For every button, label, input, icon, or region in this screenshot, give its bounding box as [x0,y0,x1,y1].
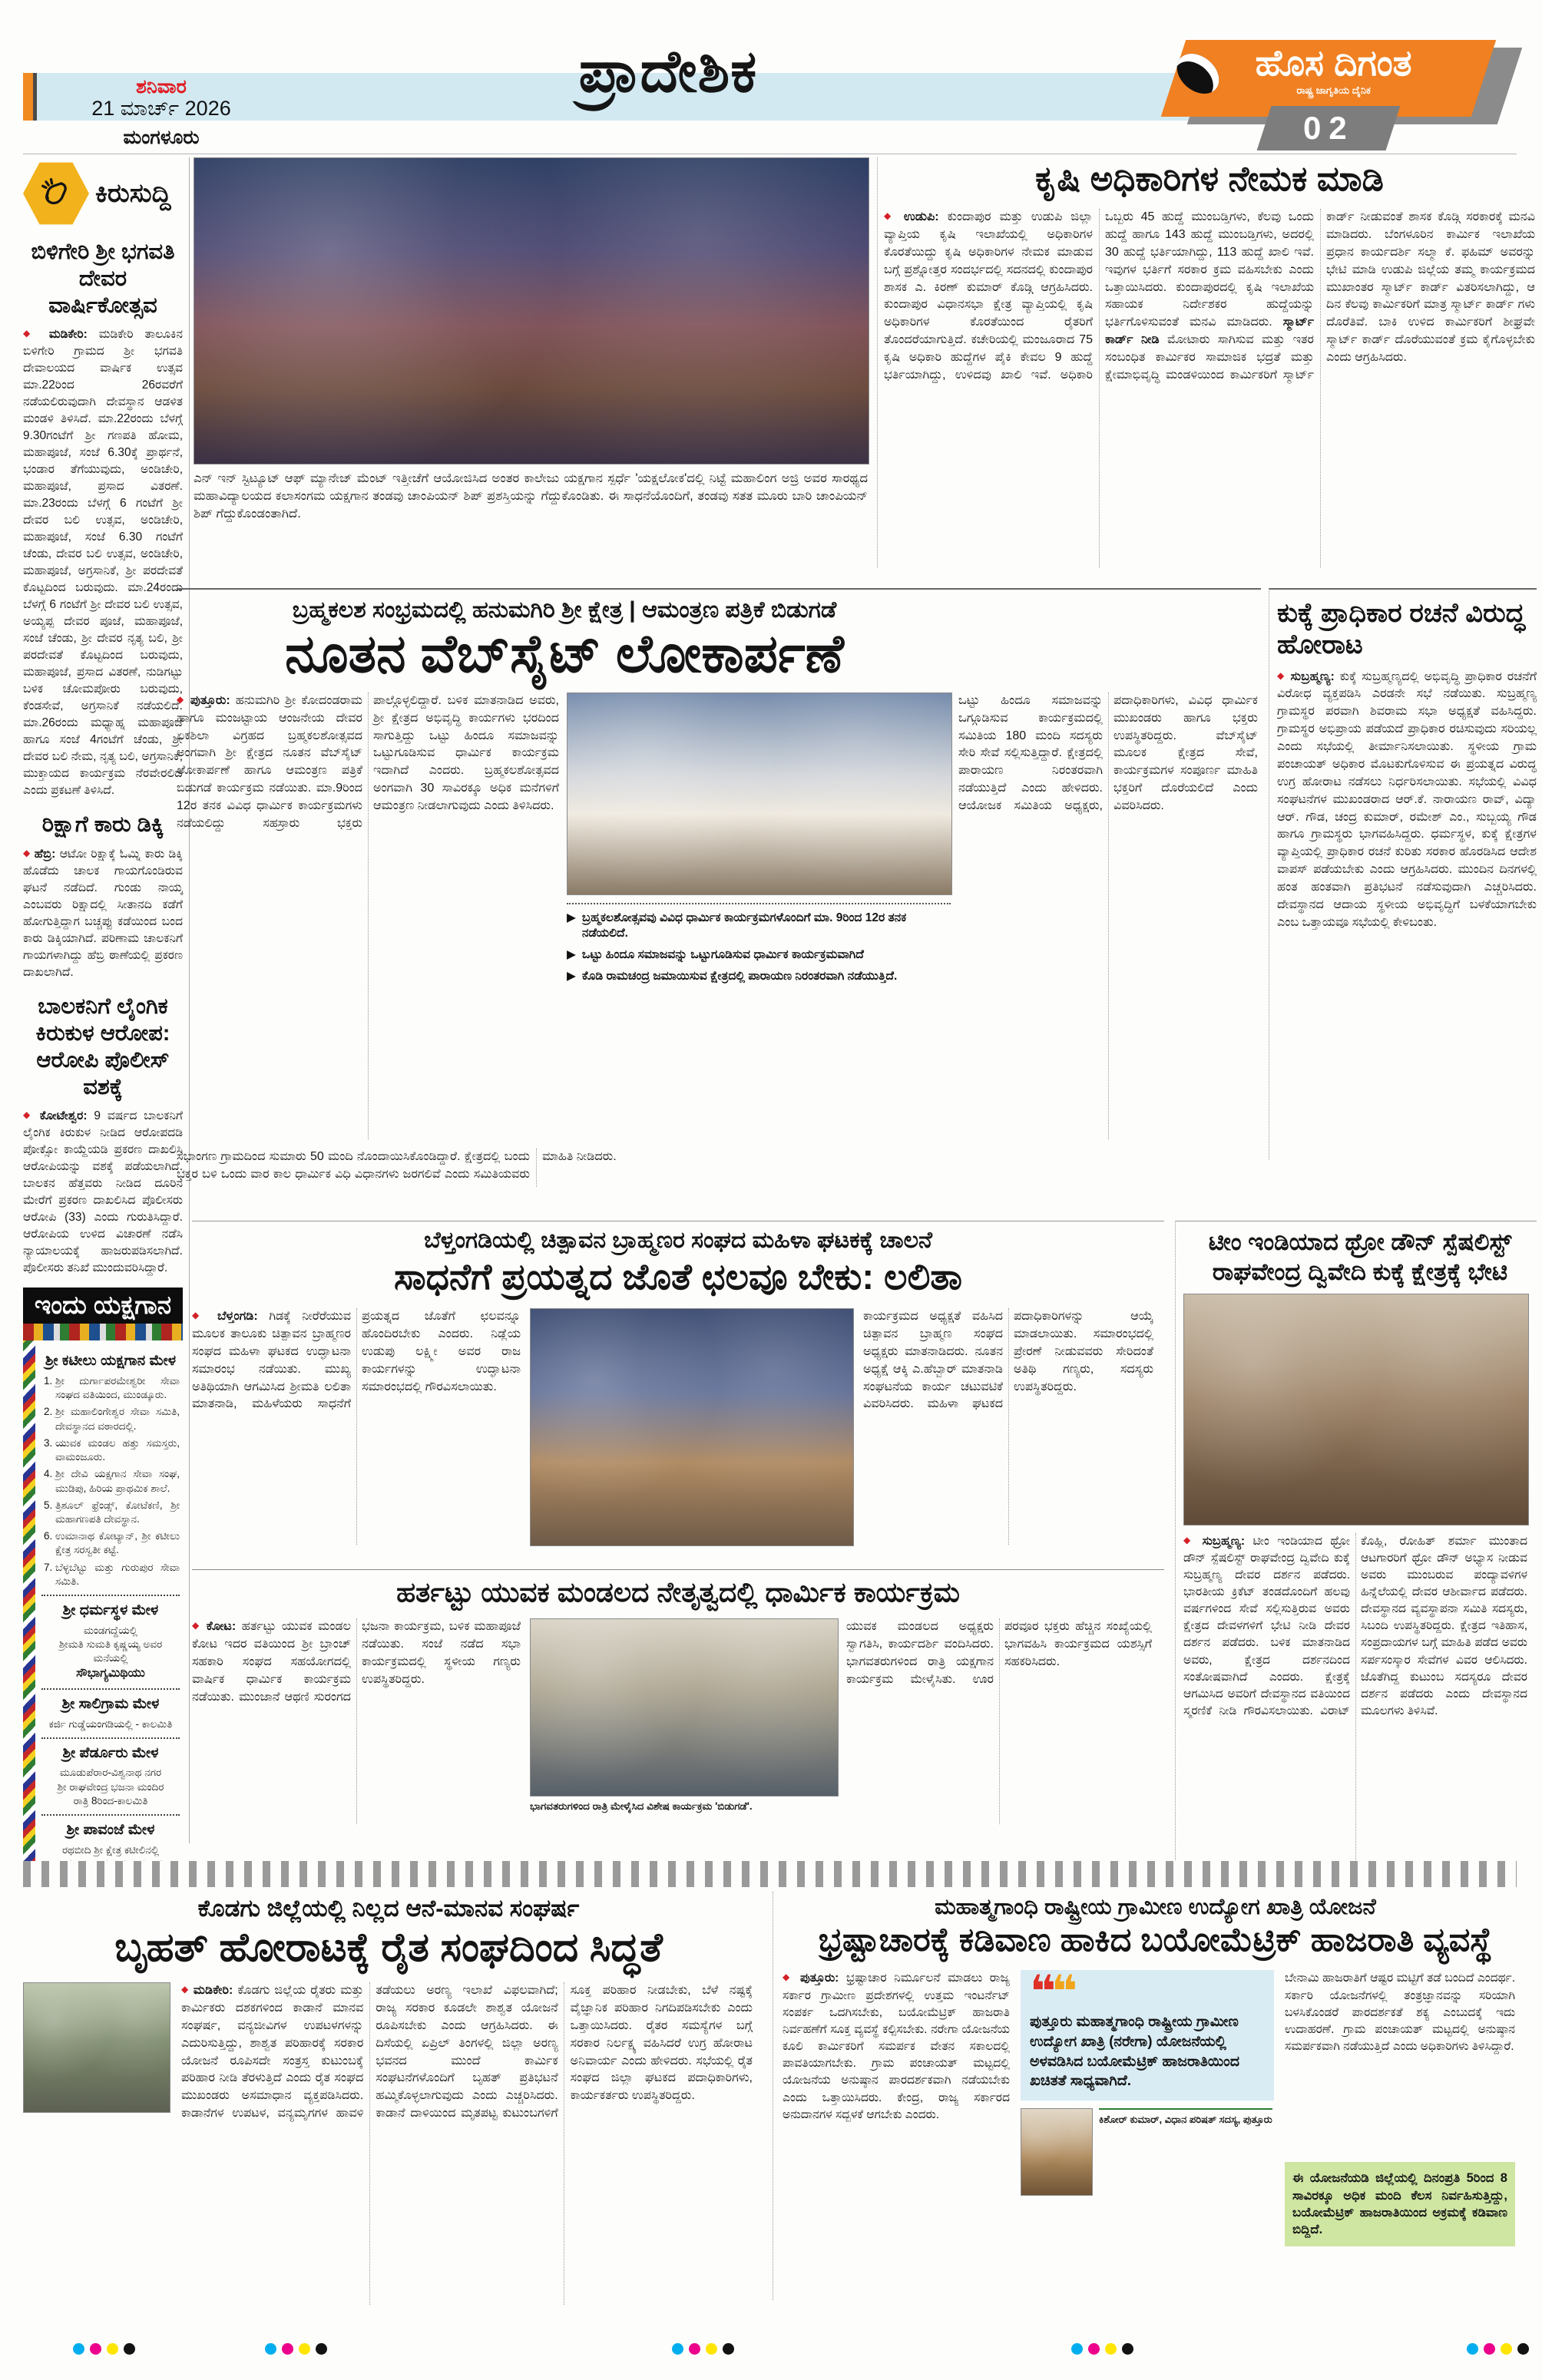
page-number-box [1257,106,1401,150]
quote-text: ಪುತ್ತೂರು ಮಹಾತ್ಮಗಾಂಧಿ ರಾಷ್ಟ್ರೀಯ ಗ್ರಾಮೀಣ ಉದ್ಯೋಗ ಖಾತ್ರಿ (ನರೇಗಾ) ಯೋಜನೆಯಲ್ಲಿ ಅಳವಡಿಸಿದ ಬಯೋಮೆಟ್ರಿಕ್ ಹಾಜರಾತಿಯಿಂದ ಖಚಿತತೆ ಸಾಧ್ಯವಾಗಿದೆ. [1030,2014,1239,2090]
bottom-left-text: ಕೊಡಗು ಜಿಲ್ಲೆಯ ರೈತರು ಮತ್ತು ಕಾರ್ಮಿಕರು ದಶಕಗಳಿಂದ ಕಾಡಾನೆ ಮ‍ಾನವ ಸಂಘರ್ಷ, ವನ್ಯಜೀವಿಗಳ ಉಪಟಳಗಳನ್ನು ಎದುರಿಸುತ್ತಿದ್ದು, ಶಾಶ್ವತ ಪರಿಹಾರಕ್ಕೆ ಸರಕಾರ ಯೋಜನೆ ರೂಪಿಸದೇ ಸಂತ್ರಸ್ತ ಕುಟುಂಬಕ್ಕೆ ಪರಿಹಾರ ನೀಡಿ ತೆರಳುತ್ತಿದೆ ಎಂದು ರೈತ ಸಂಘದ ಮುಖಂಡರು ಅಸಮಾಧಾನ ವ್ಯಕ್ತಪಡಿಸಿದರು. ಕಾಡಾನೆಗಳ ಉಪಟಳ, ವನ್ಯಮೃಗಗಳ ಹಾವಳಿ ತಡೆಯಲು ಅರಣ್ಯ ಇಲಾಖೆ ವಿಫಲವಾಗಿದೆ; ರಾಜ್ಯ ಸರಕಾರ ಕೂಡಲೇ ಶಾಶ್ವತ ಯೋಜನೆ ರೂಪಿಸಬೇಕು ಎಂದು ಆಗ್ರಹಿಸಿದರು. ಈ ದಿಸೆಯಲ್ಲಿ ಏಪ್ರಿಲ್ ತಿಂಗಳಲ್ಲಿ ಜಿಲ್ಲಾ ಅರಣ್ಯ ಭವನದ ಮುಂದೆ ಕಾರ್ಮಿಕ ಸಂಘಟನೆಗಳೊಂದಿಗೆ ಬೃಹತ್ ಪ್ರತಿಭಟನೆ ಹಮ್ಮಿಕೊಳ್ಳಲಾಗುವುದು ಎಂದು ಎಚ್ಚರಿಸಿದರು. ಕಾಡಾನೆ ದಾಳಿಯಿಂದ ಮೃತಪಟ್ಟ ಕುಟುಂಬಗಳಿಗೆ ಸೂಕ್ತ ಪರಿಹಾರ ನೀಡಬೇಕು, ಬೆಳೆ ನಷ್ಟಕ್ಕೆ ವೈಜ್ಞಾನಿಕ ಪರಿಹಾರ ನಿಗದಿಪಡಿಸಬೇಕು ಎಂದು ಒತ್ತಾಯಿಸಿದರು. ರೈತರ ಸಮಸ್ಯೆಗಳ ಬಗ್ಗೆ ಸರಕಾರ ನಿರ್ಲಕ್ಷ್ಯ ವಹಿಸಿದರೆ ಉಗ್ರ ಹೋರಾಟ ಅನಿವಾರ್ಯ ಎಂದು ಹೇಳಿದರು. ಸಭೆಯಲ್ಲಿ ರೈತ ಸಂಘದ ಜಿಲ್ಲಾ ಘಟಕದ ಪದಾಧಿಕಾರಿಗಳು, ಕಾರ್ಯಕರ್ತರು ಉಪಸ್ಥಿತರಿದ್ದರು. [181,1984,753,2121]
yellow-dot [107,2343,118,2355]
header-accent-bar [23,73,33,121]
print-registration-dots [672,2343,734,2355]
mela2-program: ಸೌಭಾಗ್ಯಮಿಥಿಯು [76,1667,145,1681]
mela4-line: ರಾತ್ರಿ 8ರಿಂದ-ಕಾಲಮಿತಿ [73,1794,148,1806]
black-dot [1122,2343,1133,2355]
bullet-arrow-icon: ▶ [567,948,576,962]
print-registration-dots [1071,2343,1133,2355]
black-dot [316,2343,327,2355]
bottom-left-dateline: ◆ ಮಡಿಕೇರಿ: [181,1984,233,1997]
kukke-body [1277,669,1537,1160]
kirusuddi-label: ಕಿರುಸುದ್ದಿ [95,178,171,208]
yellow-dot [1501,2343,1512,2355]
photo-website-launch [567,693,952,895]
left-article3-text: 9 ವರ್ಷದ ಬಾಲಕನಿಗೆ ಲೈಂಗಿಕ ಕಿರುಕುಳ ನೀಡಿದ ಆರೋಪದಡಿ ಪೋಕ್ಸೋ ಕಾಯ್ದೆಯಡಿ ಪ್ರಕರಣ ದಾಖಲಿಸಿ ಆರೋಪಿಯನ್ನು ವಶಕ್ಕೆ ಪಡೆಯಲಾಗಿದೆ. ಬಾಲಕನ ಹೆತ್ತವರು ನೀಡಿದ ದೂರಿನ ಮೇರೆಗೆ ಪ್ರಕರಣ ದಾಖಲಿಸಿದ ಪೊಲೀಸರು ಆರೋಪಿ (33) ಎಂದು ಗುರುತಿಸಿದ್ದಾರೆ. ಆರೋಪಿಯ ಉಳಿದ ವಿಚಾರಣೆ ನಡೆಸಿ ನ್ಯಾಯಾಲಯಕ್ಕೆ ಹಾಜರುಪಡಿಸಲಾಗಿದೆ. ಪೊಲೀಸರು ತನಿಖೆ ಮುಂದುವರಿಸಿದ್ದಾರೆ. [23,1109,184,1275]
yakshagana-box [23,1288,183,1884]
bottom-right-headline: ಭ್ರಷ್ಟಾಚಾರಕ್ಕೆ ಕಡಿವಾಣ ಹಾಕಿದ ಬಯೋಮೆಟ್ರಿಕ್ ಹಾಜರಾತಿ ವ್ಯವಸ್ಥೆ [818,1922,1493,1959]
print-registration-dots [265,2343,327,2355]
left-article2-headline: ರಿಕ್ಷಾಗೆ ಕಾರು ಡಿಕ್ಕಿ [41,812,164,838]
left-article3-body [23,1108,183,1277]
main-center [567,693,951,1139]
sadhane-body-right: ಕಾರ್ಯಕ್ರಮದ ಅಧ್ಯಕ್ಷತೆ ವಹಿಸಿದ ಚಿತ್ಪಾವನ ಬ್ರಾಹ್ಮಣ ಸಂಘದ ಅಧ್ಯಕ್ಷರು ಮಾತನಾಡಿದರು. ನೂತನ ಅಧ್ಯಕ್ಷೆ ಆಕ್ಕಿ ಎ.ಹೆಬ್ಬಾರ್ ಮಾತನಾಡಿ ಸಂಘಟನೆಯ ಕಾರ್ಯ ಚಟುವಟಿಕೆ ವಿವರಿಸಿದರು. ಮಹಿಳಾ ಘಟಕದ ಪದಾಧಿಕಾರಿಗಳನ್ನು ಆಯ್ಕೆ ಮಾಡಲಾಯಿತು. ಸಮಾರಂಭದಲ್ಲಿ ಪ್ರೇರಣೆ ನೀಡುವವರು ಸೇರಿದಂತೆ ಅತಿಥಿ ಗಣ್ಯರು, ಸದಸ್ಯರು ಉಪಸ್ಥಿತರಿದ್ದರು. [863,1310,1153,1411]
edition-day: ಶನಿವಾರ [136,76,187,98]
hartattu-photo-caption: ಭಾಗವತರುಗಳಿಂದ ರಾತ್ರಿ ಮೇಳೈಸಿದ ವಿಶೇಷ ಕಾರ್ಯಕ್ರಮ 'ಬಿಡುಗಡೆ'. [530,1800,753,1812]
yellow-dot [299,2343,310,2355]
left-column [23,157,183,1885]
bottom-left-body [181,1982,753,2305]
left-article2-body [23,846,183,981]
hartattu-headline: ಹರ್ತಟ್ಟು ಯುವಕ ಮಂಡಲದ ನೇತೃತ್ವದಲ್ಲಿ ಧಾರ್ಮಿಕ ಕಾರ್ಯಕ್ರಮ [396,1576,960,1608]
mela4-line: ಶ್ರೀ ರಾಘವೇಂದ್ರ ಭಜನಾ ಮಂದಿರ [57,1780,164,1793]
left-article2-text: ಆಟೋ ರಿಕ್ಷಾಕ್ಕೆ ಓಮ್ನಿ ಕಾರು ಡಿಕ್ಕಿ ಹೊಡೆದು ಚಾಲಕ ಗಾಯಗೊಂಡಿರುವ ಘಟನೆ ನಡೆದಿದೆ. ಗುಂಡು ನಾಯ್ಕ ಎಂಬವರು ರಿಕ್ಷಾದಲ್ಲಿ ಸೀತಾನದಿ ಕಡೆಗೆ ಹೋಗುತ್ತಿದ್ದಾಗ ಬಚ್ಚಪ್ಪು ಕಡೆಯಿಂದ ಬಂದ ಕಾರು ಡಿಕ್ಕಿಯಾಗಿದೆ. ಪರಿಣಾಮ ಚಾಲಕನಿಗೆ ಗಾಯಗಳಾಗಿದ್ದು ಹೆಬ್ರಿ ಠಾಣೆಯಲ್ಲಿ ಪ್ರಕರಣ ದಾಖಲಾಗಿದೆ. [23,848,184,980]
main-body-right: ಒಟ್ಟು ಹಿಂದೂ ಸಮಾಜವನ್ನು ಒಗ್ಗೂಡಿಸುವ ಕಾರ್ಯಕ್ರಮದಲ್ಲಿ ಸಮಿತಿಯ 180 ಮಂದಿ ಸದಸ್ಯರು ಸೇರಿ ಸೇವೆ ಸಲ್ಲಿಸುತ್ತಿದ್ದಾರೆ. ಕ್ಷೇತ್ರದಲ್ಲಿ ಪಾರಾಯಣ ನಿರಂತರವಾಗಿ ನಡೆಯುತ್ತಿದೆ ಎಂದು ಹೇಳಿದರು. ಆಯೋಜಕ ಸಮಿತಿಯ ಅಧ್ಯಕ್ಷರು, ಪದಾಧಿಕಾರಿಗಳು, ವಿವಿಧ ಧಾರ್ಮಿಕ ಮುಖಂಡರು ಹಾಗೂ ಭಕ್ತರು ಉಪಸ್ಥಿತರಿದ್ದರು. ವೆಬ್‌ಸೈಟ್ ಮೂಲಕ ಕ್ಷೇತ್ರದ ಸೇವೆ, ಕಾರ್ಯಕ್ರಮಗಳ ಸಂಪೂರ್ಣ ಮಾಹಿತಿ ಭಕ್ತರಿಗೆ ದೊರೆಯಲಿದೆ ಎಂದು ವಿವರಿಸಿದರು. [958,693,1258,812]
photo-elephant [23,1982,170,2113]
krishi-body [884,209,1535,568]
divider-dotted [41,1595,180,1596]
cyan-dot [1467,2343,1478,2355]
article-bottom-right [773,1892,1528,2300]
article-sadhane [192,1221,1164,1546]
bullet-arrow-icon: ▶ [567,911,576,924]
main-headline: ನೂತನ ವೆಬ್‌ಸೈಟ್ ಲೋಕಾರ್ಪಣೆ [285,624,844,683]
magenta-dot [1484,2343,1495,2355]
sadhane-body-left [192,1308,521,1545]
bullet-arrow-icon: ▶ [567,970,576,983]
quote-box [1021,1967,1274,2100]
team-headline: ಟೀಂ ಇಂಡಿಯಾದ ಥ್ರೋ ಡೌನ್ ಸ್ಪೆಷಲಿಸ್ಟ್ ರಾಘವೇಂದ್ರ ದ್ವಿವೇದಿ ಕುಕ್ಕೆ ಕ್ಷೇತ್ರಕ್ಕೆ ಭೇಟಿ [1208,1228,1512,1285]
magenta-dot [1088,2343,1100,2355]
left-article2-dateline: ◆ ಹೆಬ್ರಿ: [23,848,55,861]
bottom-left-headline: ಬೃಹತ್ ಹೋರಾಟಕ್ಕೆ ರೈತ ಸಂಘದಿಂದ ಸಿದ್ಧತೆ [114,1925,663,1970]
mela1-item: 3. ಯುವಕ ಮಂಡಲ ಹತ್ತು ಸಮಸ್ತರು, ವಾಮಂಜೂರು. [55,1436,180,1464]
article-krishi [877,157,1535,568]
left-article3-headline: ಬಾಲಕನಿಗೆ ಲೈಂಗಿಕ ಕಿರುಕುಳ ಆರೋಪ: ಆರೋಪಿ ಪೊಲೀಸ್ ವಶಕ್ಕೆ [35,994,170,1099]
bottom-right-middle-col [1021,1967,1274,2300]
black-dot [1517,2343,1529,2355]
article-bottom-left [23,1892,754,2305]
yakshagana-title: ಇಂದು ಯಕ್ಷಗಾನ [23,1288,183,1324]
highlight-green-box: ಈ ಯೋಜನೆಯಡಿ ಜಿಲ್ಲೆಯಲ್ಲಿ ದಿನಂಪ್ರತಿ 5ರಿಂದ 8 ಸಾವಿರಕ್ಕೂ ಅಧಿಕ ಮಂದಿ ಕೆಲಸ ನಿರ್ವಹಿಸುತ್ತಿದ್ದು, ಬಯೋಮೆಟ್ರಿಕ್ ಹಾಜರಾತಿಯಿಂದ ಅಕ್ರಮಕ್ಕೆ ಕಡಿವಾಣ ಬಿದ್ದಿದೆ. [1285,2162,1515,2246]
hartattu-body-left [192,1618,521,1824]
bottom-right-body2: ಬೇನಾಮಿ ಹಾಜರಾತಿಗೆ ಆಷ್ಟರ ಮಟ್ಟಿಗೆ ತಡೆ ಬಂದಿದೆ ಎಂದರ್ಥ. ಸರ್ಕಾರಿ ಯೋಜನೆಗಳಲ್ಲಿ ತಂತ್ರಜ್ಞಾನವನ್ನು ಸರಿಯಾಗಿ ಬಳಸಿಕೊಂಡರೆ ಪಾರದರ್ಶಕತೆ ಶಕ್ಯ ಎಂಬುದಕ್ಕೆ ಇದು ಉದಾಹರಣೆ. ಗ್ರಾಮ ಪಂಚಾಯತ್ ಮಟ್ಟದಲ್ಲಿ ಅನುಷ್ಠಾನ ಸಮರ್ಪಕವಾಗಿ ನಡೆಯುತ್ತಿದೆ ಎಂದು ಅಧಿಕಾರಿಗಳು ತಿಳಿಸಿದ್ದಾರೆ. [1285,1972,1515,2054]
left-article1-headline: ಬಿಳಿಗೇರಿ ಶ್ರೀ ಭಗವತಿ ದೇವರ ವಾರ್ಷಿಕೋತ್ಸವ [31,240,175,318]
team-text: ಟೀಂ ಇಂಡಿಯಾದ ಥ್ರೋ ಡೌನ್ ಸ್ಪೆಷಲಿಸ್ಟ್ ರಾಘವೇಂದ್ರ ದ್ವಿವೇದಿ ಕುಕ್ಕೆ ಸುಬ್ರಹ್ಮಣ್ಯ ದೇವರ ದರ್ಶನ ಪಡೆದರು. ಭಾರತೀಯ ಕ್ರಿಕೆಟ್ ತಂಡದೊಂದಿಗೆ ಹಲವು ವರ್ಷಗಳಿಂದ ಸೇವೆ ಸಲ್ಲಿಸುತ್ತಿರುವ ಅವರು ಕ್ಷೇತ್ರದ ದೇವಳಗಳಿಗೆ ಭೇಟಿ ನೀಡಿ ದೇವರ ದರ್ಶನ ಪಡೆದರು. ಬಳಿಕ ಮಾತನಾಡಿದ ಅವರು, ಕ್ಷೇತ್ರದ ದರ್ಶನದಿಂದ ಸಂತೋಷವಾಗಿದೆ ಎಂದರು. ಕ್ಷೇತ್ರಕ್ಕೆ ಆಗಮಿಸಿದ ಅವರಿಗೆ ದೇವಸ್ಥಾನದ ವತಿಯಿಂದ ಸ್ಮರಣಿಕೆ ನೀಡಿ ಗೌರವಿಸಲಾಯಿತು. ವಿರಾಟ್ ಕೊಹ್ಲಿ, ರೋಹಿತ್ ಶರ್ಮಾ ಮುಂತಾದ ಆಟಗಾರರಿಗೆ ಥ್ರೋ ಡೌನ್ ಅಭ್ಯಾಸ ನೀಡುವ ಅವರು ಮುಂಬರುವ ಪಂದ್ಯಾವಳಿಗಳ ಹಿನ್ನೆಲೆಯಲ್ಲಿ ದೇವರ ಆಶೀರ್ವಾದ ಪಡೆದರು. ದೇವಸ್ಥಾನದ ವ್ಯವಸ್ಥಾಪನಾ ಸಮಿತಿ ಸದಸ್ಯರು, ಸಿಬಂದಿ ಉಪಸ್ಥಿತರಿದ್ದರು. ಕ್ಷೇತ್ರದ ಇತಿಹಾಸ, ಸಂಪ್ರದಾಯಗಳ ಬಗ್ಗೆ ಮಾಹಿತಿ ಪಡೆದ ಅವರು ಸರ್ಪಸಂಸ್ಕಾರ ಸೇವೆಗಳ ವಿವರ ಆಲಿಸಿದರು. ಜೊತೆಗಿದ್ದ ಕುಟುಂಬ ಸದಸ್ಯರೂ ದೇವರ ದರ್ಶನ ಪಡೆದರು ಎಂದು ದೇವಸ್ಥಾನದ ಮೂಲಗಳು ತಿಳಿಸಿವೆ. [1183,1534,1527,1718]
mela1-item: 5. ತ್ರಿಶೂಲ್ ಫ್ರೆಂಡ್ಸ್, ಕೋಟೆಕಣಿ, ಶ್ರೀ ಮಹಾಗಣಪತಿ ದೇವಸ್ಥಾನ. [55,1499,180,1526]
kukke-text: ಕುಕ್ಕೆ ಸುಬ್ರಹ್ಮಣ್ಯದಲ್ಲಿ ಅಭಿವೃದ್ಧಿ ಪ್ರಾಧಿಕಾರ ರಚನೆಗೆ ವಿರೋಧ ವ್ಯಕ್ತಪಡಿಸಿ ಎರಡನೇ ಸಭೆ ನಡೆಯಿತು. ಸುಬ್ರಹ್ಮಣ್ಯ ಗ್ರಾಮಸ್ಥರ ಪರವಾಗಿ ಶಿವರಾಮ ಸಭಾ ಅಧ್ಯಕ್ಷತೆ ವಹಿಸಿದ್ದರು. ಗ್ರಾಮಸ್ಥರ ಅಭಿಪ್ರಾಯ ಪಡೆಯದೆ ಪ್ರಾಧಿಕಾರ ರಚಿಸುವುದು ಸರಿಯಲ್ಲ ಎಂದು ಸಭೆಯಲ್ಲಿ ತೀರ್ಮಾನಿಸಲಾಯಿತು. ಸ್ಥಳೀಯ ಗ್ರಾಮ ಪಂಚಾಯತ್ ಅಧಿಕಾರ ಮೊಟಕುಗೊಳಿಸುವ ಈ ಪ್ರಯತ್ನದ ವಿರುದ್ಧ ಉಗ್ರ ಹೋರಾಟ ನಡೆಸಲು ನಿರ್ಧರಿಸಲಾಯಿತು. ಸಭೆಯಲ್ಲಿ ವಿವಿಧ ಸಂಘಟನೆಗಳ ಮುಖಂಡರಾದ ಆರ್.ಕೆ. ನಾರಾಯಣ ರಾವ್, ವಿದ್ಯಾ ಆರ್. ಗೌಡ, ಚಂದ್ರ ಕುಮಾರ್, ರಮೇಶ್ ಎಂ., ಸುಬ್ಬಯ್ಯ ಗೌಡ ಹಾಗೂ ಗ್ರಾಮಸ್ಥರು ಭಾಗವಹಿಸಿದ್ದರು. ಧರ್ಮಸ್ಥಳ, ಕುಕ್ಕೆ ಕ್ಷೇತ್ರಗಳ ವ್ಯಾಪ್ತಿಯಲ್ಲಿ ಪ್ರಾಧಿಕಾರ ರಚನೆ ಕುರಿತು ಸರಕಾರ ಹೊರಡಿಸಿದ ಆದೇಶ ವಾಪಸ್ ಪಡೆಯಬೇಕು ಎಂದು ಆಗ್ರಹಿಸಿದರು. ಮುಂದಿನ ದಿನಗಳಲ್ಲಿ ಹಂತ ಹಂತವಾಗಿ ಪ್ರತಿಭಟನೆ ನಡೆಸುವುದಾಗಿ ಎಚ್ಚರಿಸಿದರು. ದೇವಸ್ಥಾನದ ಆದಾಯ ಸ್ಥಳೀಯ ಅಭಿವೃದ್ಧಿಗೆ ಬಳಕೆಯಾಗಬೇಕು ಎಂಬ ಒತ್ತಾಯವೂ ಸಭೆಯಲ್ಲಿ ಕೇಳಿಬಂತು. [1277,669,1537,929]
main-body-left [177,693,559,1139]
cyan-dot [672,2343,683,2355]
photo-yakshagana-caption: ಎನ್ ಇನ್ ಸ್ಟಿಟ್ಯೂಟ್ ಆಫ್ ಮ್ಯಾನೇಜ್ ಮೆಂಟ್ ಇತ್ತೀಚೆಗೆ ಆಯೋಜಿಸಿದ ಅಂತರ ಕಾಲೇಜು ಯಕ್ಷಗಾನ ಸ್ಪರ್ಧೆ 'ಯಕ್ಷಲೋಕ'ದಲ್ಲಿ ನಿಟ್ಟೆ ಮಹಾಲಿಂಗ ಅಜ್ರಿ ಅವರ ಸಾರಥ್ಯದ ಮಹಾವಿದ್ಯಾಲಯದ ಕಲಾಸಂಗಮ ಯಕ್ಷಗಾನ ತಂಡವು ಚಾಂಪಿಯನ್ ಶಿಪ್ ಪ್ರಶಸ್ತಿಯನ್ನು ಗೆದ್ದುಕೊಂಡಿತು. ಈ ಸಾಧನೆಯೊಂದಿಗೆ, ತಂಡವು ಸತತ ಮೂರು ಬಾರಿ ಚಾಂಪಿಯನ್ ಶಿಪ್ ಗೆದ್ದುಕೊಂಡಂತಾಗಿದೆ. [194,471,868,521]
mela1-item: 7. ಬೆಳ್ಳಬೆಟ್ಟು ಮತ್ತು ಗುರುಪುರ ಸೇವಾ ಸಮಿತಿ. [55,1561,180,1588]
photo-hartattu-event [530,1618,839,1797]
black-dot [124,2343,135,2355]
bottom-right-text1: ಭ್ರಷ್ಟಾಚಾರ ನಿರ್ಮೂಲನೆ ಮಾಡಲು ರಾಜ್ಯ ಸರ್ಕಾರ ಗ್ರಾಮೀಣ ಪ್ರದೇಶಗಳಲ್ಲಿ ಉತ್ತಮ ಇಂಟರ್ನೆಟ್ ಸಂಪರ್ಕ ಒದಗಿಸಬೇಕು, ಬಯೋಮೆಟ್ರಿಕ್ ಹಾಜರಾತಿ ನಿರ್ವಹಣೆಗೆ ಸೂಕ್ತ ವ್ಯವಸ್ಥೆ ಕಲ್ಪಿಸಬೇಕು. ನರೇಗಾ ಯೋಜನೆಯ ಕೂಲಿ ಕಾರ್ಮಿಕರಿಗೆ ಸಮರ್ಪಕ ವೇತನ ಸಕಾಲದಲ್ಲಿ ಪಾವತಿಯಾಗಬೇಕು. ಗ್ರಾಮ ಪಂಚಾಯತ್ ಮಟ್ಟದಲ್ಲಿ ಯೋಜನೆಯ ಅನುಷ್ಠಾನ ಪಾರದರ್ಶಕವಾಗಿ ನಡೆಯಬೇಕು ಎಂದು ಒತ್ತಾಯಿಸಿದರು. ಕೇಂದ್ರ, ರಾಜ್ಯ ಸರ್ಕಾರದ ಅನುದಾನಗಳ ಸದ್ಬಳಕೆ ಆಗಬೇಕು ಎಂದರು. [783,1972,1010,2121]
kukke-dateline: ◆ ಸುಬ್ರಹ್ಮಣ್ಯ: [1277,670,1335,683]
mela2-line: ಶ್ರೀಮತಿ ಸುಮತಿ ಕೃಷ್ಣಯ್ಯ ಅವರ ಮನೆಯಲ್ಲಿ [58,1638,163,1664]
section-divider-stripes [23,1861,1517,1887]
divider-dotted [41,1814,180,1816]
mela4-title: ಶ್ರೀ ಪೆರ್ಡೂರು ಮೇಳ [62,1744,159,1761]
main-kicker: ಬ್ರಹ್ಮಕಲಶ ಸಂಭ್ರಮದಲ್ಲಿ ಹನುಮಗಿರಿ ಶ್ರೀ ಕ್ಷೇತ್ರ | ಆಮಂತ್ರಣ ಪತ್ರಿಕೆ ಬಿಡುಗಡೆ [292,597,837,623]
main-text-1: ಹನುಮಗಿರಿ ಶ್ರೀ ಕೋದಂಡರಾಮ ಹಾಗೂ ಮಂಜಟ್ಟಾಯ ಆಂಜನೇಯ ದೇವರ ಏಕಶಿಲಾ ವಿಗ್ರಹದ ಬ್ರಹ್ಮಕಲಶೋತ್ಸವದ ಅಂಗವಾಗಿ ಶ್ರೀ ಕ್ಷೇತ್ರದ ನೂತನ ವೆಬ್‌ಸೈಟ್ ಲೋಕಾರ್ಪಣೆ ಹಾಗೂ ಆಮಂತ್ರಣ ಪತ್ರಿಕೆ ಬಿಡುಗಡೆ ಕಾರ್ಯಕ್ರಮ ನಡೆಯಿತು. ಮಾ.9ರಿಂದ 12ರ ತನಕ ವಿವಿಧ ಧಾರ್ಮಿಕ ಕಾರ್ಯಕ್ರಮಗಳು ನಡೆಯಲಿದ್ದು ಸಹಸ್ರಾರು ಭಕ್ತರು ಪಾಲ್ಗೊಳ್ಳಲಿದ್ದಾರೆ. ಬಳಿಕ ಮಾತನಾಡಿದ ಅವರು, ಶ್ರೀ ಕ್ಷೇತ್ರದ ಅಭಿವೃದ್ಧಿ ಕಾರ್ಯಗಳು ಭರದಿಂದ ಸಾಗುತ್ತಿದ್ದು ಒಟ್ಟು ಹಿಂದೂ ಸಮಾಜವನ್ನು ಒಟ್ಟುಗೂಡಿಸುವ ಧಾರ್ಮಿಕ ಕಾರ್ಯಕ್ರಮ ಇದಾಗಿದೆ ಎಂದರು. ಬ್ರಹ್ಮಕಲಶೋತ್ಸವದ ಅಂಗವಾಗಿ 30 ಸಾವಿರಕ್ಕೂ ಅಧಿಕ ಮನೆಗಳಿಗೆ ಆಮಂತ್ರಣ ನೀಡಲಾಗುವುದು ಎಂದು ತಿಳಿಸಿದರು. [177,693,559,830]
magenta-dot [90,2343,101,2355]
article-kukke [1269,588,1537,1160]
krishi-subhead: ಸ್ಮಾರ್ಟ್ ಕಾರ್ಡ್ ನೀಡಿ [1105,316,1314,347]
bullet-text: ಒಟ್ಟು ಹಿಂದೂ ಸಮಾಜವನ್ನು ಒಟ್ಟುಗೂಡಿಸುವ ಧಾರ್ಮಿಕ ಕಾರ್ಯಕ್ರಮವಾಗಿದೆ [581,948,864,962]
bullet-text: ಕೊಡಿ ರಾಮಚಂದ್ರ ಜಮಾಯಿಸುವ ಕ್ಷೇತ್ರದಲ್ಲಿ ಪಾರಾಯಣ ನಿರಂತರವಾಗಿ ನಡೆಯುತ್ತಿದೆ. [581,970,898,983]
mela1-item: 1. ಶ್ರೀ ದುರ್ಗಾಪರಮೇಶ್ವರೀ ಸೇವಾ ಸಂಘದ ವತಿಯಿಂದ, ಮುಂಡ್ಕೂರು. [55,1374,180,1402]
article-team-india [1175,1221,1537,1880]
bullet-item [567,911,951,941]
yellow-dot [706,2343,717,2355]
kukke-headline: ಕುಕ್ಕೆ ಪ್ರಾಧಿಕಾರ ರಚನೆ ವಿರುದ್ಧ ಹೋರಾಟ [1277,598,1526,660]
bullet-text: ಬ್ರಹ್ಮಕಲಶೋತ್ಸವವು ವಿವಿಧ ಧಾರ್ಮಿಕ ಕಾರ್ಯಕ್ರಮಗಳೊಂದಿಗೆ ಮಾ. 9ರಿಂದ 12ರ ತನಕ ನಡೆಯಲಿದೆ. [581,911,907,940]
magenta-dot [689,2343,700,2355]
sadhane-text-left: ಗಿಡಕ್ಕೆ ನೀರೆರೆಯುವ ಮೂಲಕ ತಾಲೂಕು ಚಿತ್ಪಾವನ ಬ್ರಾಹ್ಮಣರ ಸಂಘದ ಮಹಿಳಾ ಘಟಕದ ಉದ್ಘಾಟನಾ ಸಮಾರಂಭ ನಡೆಯಿತು. ಮುಖ್ಯ ಅತಿಥಿಯಾಗಿ ಆಗಮಿಸಿದ ಶ್ರೀಮತಿ ಲಲಿತಾ ಮಾತನಾಡಿ, ಮಹಿಳೆಯರು ಸಾಧನೆಗೆ ಪ್ರಯತ್ನದ ಜೊತೆಗೆ ಛಲವನ್ನೂ ಹೊಂದಿರಬೇಕು ಎಂದರು. ನಿಡ್ಲೆಯ ಉಡುಪು ಲಕ್ಷ್ಮೀ ಅವರ ರಾಜ ಕಾರ್ಯಗಳನ್ನು ಉದ್ಘಾಟನಾ ಸಮಾರಂಭದಲ್ಲಿ ಗೌರವಿಸಲಾಯಿತು. [192,1310,521,1411]
yellow-dot [1105,2343,1117,2355]
hartattu-body-right: ಯುವಕ ಮಂಡಲದ ಅಧ್ಯಕ್ಷರು ಸ್ವಾಗತಿಸಿ, ಕಾರ್ಯದರ್ಶಿ ವಂದಿಸಿದರು. ಭಾಗವತರುಗಳಿಂದ ರಾತ್ರಿ ಯಕ್ಷಗಾನ ಕಾರ್ಯಕ್ರಮ ಮೇಳೈಸಿತು. ಊರ ಪರವೂರ ಭಕ್ತರು ಹೆಚ್ಚಿನ ಸಂಖ್ಯೆಯಲ್ಲಿ ಭಾಗವಹಿಸಿ ಕಾರ್ಯಕ್ರಮದ ಯಶಸ್ಸಿಗೆ ಸಹಕರಿಸಿದರು. [846,1620,1152,1686]
sadhane-dateline: ◆ ಬೆಳ್ತಂಗಡಿ: [192,1310,258,1323]
mela2-line: ಮಂಡಗದ್ದೆಯಲ್ಲಿ [84,1624,137,1636]
portrait-block [1021,2108,1274,2196]
left-article1-body [23,326,183,799]
sadhane-kicker: ಬೆಳ್ತಂಗಡಿಯಲ್ಲಿ ಚಿತ್ಪಾವನ ಬ್ರಾಹ್ಮಣರ ಸಂಘದ ಮಹಿಳಾ ಘಟಕಕ್ಕೆ ಚಾಲನೆ [424,1228,932,1253]
bottom-right-kicker: ಮಹಾತ್ಮಗಾಂಧಿ ರಾಷ್ಟ್ರೀಯ ಗ್ರಾಮೀಣ ಉದ್ಯೋಗ ಖಾತ್ರಿ ಯೋಜನೆ [935,1895,1376,1919]
photo-raghavendra-dvivedi [1183,1294,1529,1526]
team-body [1183,1533,1527,1880]
portrait-caption: ಕಿಶೋರ್ ಕುಮಾರ್, ವಿಧಾನ ಪರಿಷತ್ ಸದಸ್ಯ, ಪುತ್ತೂರು [1099,2108,1272,2196]
bullet-item [567,969,951,984]
mela3-title: ಶ್ರೀ ಸಾಲಿಗ್ರಾಮ ಮೇಳ [61,1695,160,1712]
black-dot [723,2343,734,2355]
main-dateline: ◆ ಪುತ್ತೂರು: [177,694,230,707]
print-registration-dots [1467,2343,1529,2355]
photo-mahila-ghataka [530,1308,854,1546]
kirusuddi-header [23,160,183,226]
cyan-dot [265,2343,276,2355]
photo-yakshagana-award [194,157,869,464]
mela1-item: 4. ಶ್ರೀ ದೇವಿ ಯಕ್ಷಗಾನ ಸೇವಾ ಸಂಘ, ಮುಡಿಪು, ಹಿರಿಯ ಪ್ರಾಥಮಿಕ ಶಾಲೆ. [55,1467,180,1495]
left-article1-text: ಮಡಿಕೇರಿ ತಾಲೂಕಿನ ಬಿಳಿಗೇರಿ ಗ್ರಾಮದ ಶ್ರೀ ಭಗವತಿ ದೇವಾಲಯದ ವಾರ್ಷಿಕ ಉತ್ಸವ ಮಾ.22ರಿಂದ 26ರವರೆಗೆ ನಡೆಯಲಿರುವುದಾಗಿ ದೇವಸ್ಥಾನ ಆಡಳಿತ ಮಂಡಳಿ ತಿಳಿಸಿದೆ. ಮಾ.22ರಂದು ಬೆಳಗ್ಗೆ 9.30ಗಂಟೆಗೆ ಶ್ರೀ ಗಣಪತಿ ಹೋಮ, ಮಹಾಪೂಜೆ, ಸಂಜೆ 6.30ಕ್ಕೆ ಪ್ರಾರ್ಥನೆ, ಭಂಡಾರ ತೆಗೆಯುವುದು, ಅಂಡಿಚೇರಿ, ಮಹಾಪೂಜೆ, ಪ್ರಸಾದ ವಿತರಣೆ. ಮಾ.23ರಂದು ಬೆಳಗ್ಗೆ 6 ಗಂಟೆಗೆ ಶ್ರೀ ದೇವರ ಬಲಿ ಉತ್ಸವ, ಅಂಡಿಚೇರಿ, ಮಹಾಪೂಜೆ, ಸಂಜೆ 6.30 ಗಂಟೆಗೆ ಚೆಂಡು, ದೇವರ ಬಲಿ ಉತ್ಸವ, ಅಂಡಿಚೇರಿ, ಮಹಾಪೂಜೆ, ಅಗ್ರಸಾನಿಕೆ, ಶ್ರೀ ಪರದೇವತೆ ಕೊಟ್ಟದಿಂದ ಬರುವುದು. ಮಾ.24ರಂದು ಬೆಳಗ್ಗೆ 6 ಗಂಟೆಗೆ ಶ್ರೀ ದೇವರ ಬಲಿ ಉತ್ಸವ, ಅಯ್ಯಪ್ಪ ದೇವರ ಪೂಜೆ, ಮಹಾಪೂಜೆ, ಸಂಜೆ ಚೆಂಡು, ಶ್ರೀ ದೇವರ ನೃತ್ಯ ಬಲಿ, ಶ್ರೀ ಪರದೇವತೆ ಕೊಟ್ಟದಿಂದ ಬರುವುದು, ಮಹಾಪೂಜೆ, ಪ್ರಸಾದ ವಿತರಣೆ, ನುಡಿಗಟ್ಟು ಬಳಿಕ ಚೋಮಪೋರು ಬರುವುದು, ಕೆಂಡಸೇವೆ, ಅಗ್ರಸಾನಿಕೆ ನಡೆಯಲಿದೆ. ಮಾ.26ರಂದು ಮಧ್ಯಾಹ್ನ ಮಹಾಪೂಜೆ ಹಾಗೂ ಸಂಜೆ 4ಗಂಟೆಗೆ ಚೆಂಡು, ಶ್ರೀ ದೇವರ ಬಲಿ ನೇಮ, ನೃತ್ಯ ಬಲಿ, ಅಗ್ರಸಾನಿಕೆ, ಮುಕ್ತಾಯದ ಕಾರ್ಯಕ್ರಮ ನೆರವೇರಲಿದೆ ಎಂದು ಪ್ರಕಟಣೆ ತಿಳಿಸಿದೆ. [23,328,184,798]
quote-icon: ❝❝ [1030,1967,1074,2018]
edition-city: ಮಂಗಳೂರು [123,127,200,148]
masthead-tagline: ರಾಷ್ಟ್ರ ಜಾಗೃತಿಯ ದೈನಿಕ [1296,84,1371,96]
bottom-right-last-col [1285,1970,1515,2300]
yakshagana-body [23,1340,183,1881]
magenta-dot [282,2343,293,2355]
bottom-right-dateline: ◆ ಪುತ್ತೂರು: [783,1972,839,1985]
page-number: 02 [1302,110,1355,146]
cyan-dot [73,2343,84,2355]
finger-snap-icon [23,160,89,226]
main-strip: ಸಭಾಂಗಣ ಗ್ರಾಮದಿಂದ ಸುಮಾರು 50 ಮಂದಿ ನೊಂದಾಯಿಸಿಕೊಂಡಿದ್ದಾರೆ. ಕ್ಷೇತ್ರದಲ್ಲಿ ಬಂದು ಭಕ್ತರ ಬಳಿ ಒಂದು ವಾರ ಕಾಲ ಧಾರ್ಮಿಕ ವಿಧಿ ವಿಧಾನಗಳು ಜರಗಲಿವೆ ಎಂದು ಸಮಿತಿಯವರು ಮಾಹಿತಿ ನೀಡಿದರು. [177,1149,617,1181]
article-hartattu [192,1569,1164,1824]
cyan-dot [1071,2343,1083,2355]
left-article3-dateline: ◆ ಕೋಟೇಶ್ವರ: [23,1109,88,1122]
team-dateline: ◆ ಸುಬ್ರಹ್ಮಣ್ಯ: [1183,1535,1245,1548]
krishi-text-1: ಕುಂದಾಪುರ ಮತ್ತು ಉಡುಪಿ ಜಿಲ್ಲಾ ವ್ಯಾಪ್ತಿಯ ಕೃಷಿ ಇಲಾಖೆಯಲ್ಲಿ ಅಧಿಕಾರಿಗಳ ಕೊರತೆಯಿದ್ದು ಕೃಷಿ ಅಧಿಕಾರಿಗಳ ನೇಮಕ ಮಾಡುವ ಬಗ್ಗೆ ಪ್ರಶ್ನೋತ್ತರ ಸಂದರ್ಭದಲ್ಲಿ ಸದನದಲ್ಲಿ ಕುಂದಾಪುರ ಶಾಸಕ ಎ. ಕಿರಣ್ ಕುಮಾರ್ ಕೊಡ್ಗಿ ಆಗ್ರಹಿಸಿದರು. ಕುಂದಾಪುರ ವಿಧಾನಸಭಾ ಕ್ಷೇತ್ರ ವ್ಯಾಪ್ತಿಯಲ್ಲಿ ಕೃಷಿ ಅಧಿಕಾರಿಗಳ ಕೊರತೆಯಿಂದ ರೈತರಿಗೆ ತೊಂದರೆಯಾಗುತ್ತಿದೆ. ಕಚೇರಿಯಲ್ಲಿ ಮಂಜೂರಾದ 75 ಕೃಷಿ ಅಧಿಕಾರಿ ಹುದ್ದೆಗಳ ಪೈಕಿ ಕೇವಲ 9 ಹುದ್ದೆ ಭರ್ತಿಯಾಗಿದ್ದು, ಉಳಿದವು ಖಾಲಿ ಇವೆ. ಅಧಿಕಾರಿ ಒಬ್ಬರು 45 ಹುದ್ದೆ ಮುಂಬಡ್ತಿಗಳು, ಕೆಲವು ಒಂದು ಹುದ್ದೆ ಹಾಗೂ 143 ಹುದ್ದೆ ಮುಂಬಡ್ತಿಗಳು, ಅದರಲ್ಲಿ 30 ಹುದ್ದೆ ಭರ್ತಿಯಾಗಿದ್ದು, 113 ಹುದ್ದೆ ಖಾಲಿ ಇವೆ. ಇವುಗಳ ಭರ್ತಿಗೆ ಸರಕಾರ ಕ್ರಮ ವಹಿಸಬೇಕು ಎಂದು ಒತ್ತಾಯಿಸಿದರು. ಕುಂದಾಪುರದಲ್ಲಿ ಕೃಷಿ ಇಲಾಖೆಯ ಸಹಾಯಕ ನಿರ್ದೇಶಕರ ಹುದ್ದೆಯನ್ನು ಭರ್ತಿಗೊಳಿಸುವಂತೆ ಮನವಿ ಮಾಡಿದರು. [884,210,1314,382]
bottom-right-body1 [783,1970,1010,2300]
mela5-line: ರಥಬೀದಿ ಶ್ರೀ ಕ್ಷೇತ್ರ ಕಟೀಲಿನಲ್ಲಿ [61,1843,160,1856]
article-main [177,588,1261,1187]
divider-dotted [41,1688,180,1690]
main-bullets [567,903,951,985]
photo-mlc-portrait [1021,2108,1093,2196]
mela1-item: 2. ಶ್ರೀ ಮಹಾಲಿಂಗೇಶ್ವರ ಸೇವಾ ಸಮಿತಿ, ದೇವಸ್ಥಾನದ ವಠಾರದಲ್ಲಿ. [55,1405,180,1433]
yakshagana-ornament-band [23,1324,183,1340]
print-registration-dots [73,2343,135,2355]
edition-date: 21 ಮಾರ್ಚ್ 2026 [91,97,231,120]
left-article1-dateline: ◆ ಮಡಿಕೇರಿ: [23,328,88,341]
divider-dotted [41,1737,180,1739]
mela5-title: ಶ್ರೀ ಪಾವಂಜೆ ಮೇಳ [66,1822,155,1839]
mela4-line: ಮೂಡುಪೆರಾರ-ವಿಶ್ವನಾಥ ನಗರ [59,1767,162,1779]
mela1-item: 6. ಉಮಾನಾಥ ಕೋಟ್ಯಾನ್, ಶ್ರೀ ಕಟೀಲು ಕ್ಷೇತ್ರ ಸರಸ್ವತೀ ಕಟ್ಟೆ. [55,1529,180,1557]
section-title: ಪ್ರಾದೇಶಿಕ [578,39,758,104]
hartattu-photo-block [530,1618,837,1824]
sadhane-headline: ಸಾಧನೆಗೆ ಪ್ರಯತ್ನದ ಜೊತೆ ಛಲವೂ ಬೇಕು: ಲಲಿತಾ [394,1256,962,1297]
krishi-dateline: ◆ ಉಡುಪಿ: [884,210,939,223]
hartattu-dateline: ◆ ಕೋಟ: [192,1620,236,1633]
mela3-line: ಕರ್ಜಿ ಗುಡ್ಡೆಯಂಗಡಿಯಲ್ಲಿ - ಕಾಲಮಿತಿ [48,1717,173,1730]
mela1-title: ಶ್ರೀ ಕಟೀಲು ಯಕ್ಷಗಾನ ಮೇಳ [45,1353,177,1370]
bullet-item [567,947,951,963]
krishi-headline: ಕೃಷಿ ಅಧಿಕಾರಿಗಳ ನೇಮಕ ಮಾಡಿ [1035,159,1384,198]
masthead-title: ಹೊಸ ದಿಗಂತ [1255,42,1412,83]
mela2-title: ಶ್ರೀ ಧರ್ಮಸ್ಥಳ ಮೇಳ [62,1602,159,1619]
bottom-left-kicker: ಕೊಡಗು ಜಿಲ್ಲೆಯಲ್ಲಿ ನಿಲ್ಲದ ಆನೆ-ಮಾನವ ಸಂಘರ್ಷ [197,1895,580,1922]
hartattu-text-left: ಹರ್ತಟ್ಟು ಯುವಕ ಮಂಡಲ ಕೋಟ ಇದರ ವತಿಯಿಂದ ಶ್ರೀ ಬ್ರಾಂಚ್ ಸಹಕಾರಿ ಸಂಘದ ಸಹಯೋಗದಲ್ಲಿ ವಾರ್ಷಿಕ ಧಾರ್ಮಿಕ ಕಾರ್ಯಕ್ರಮ ನಡೆಯಿತು. ಮುಂಜಾನೆ ಆಥಣಿ ಸುರಂಗದ ಭಜನಾ ಕಾರ್ಯಕ್ರಮ, ಬಳಿಕ ಮಹಾಪೂಜೆ ನಡೆಯಿತು. ಸಂಜೆ ನಡೆದ ಸಭಾ ಕಾರ್ಯಕ್ರಮದಲ್ಲಿ ಸ್ಥಳೀಯ ಗಣ್ಯರು ಉಪಸ್ಥಿತರಿದ್ದರು. [192,1620,521,1704]
mela1-list [41,1374,180,1588]
krishi-text-2: ಮೋಟಾರು ಸಾಗಿಸುವ ಮತ್ತು ಇತರ ಸಂಬಂಧಿತ ಕಾರ್ಮಿಕರ ಸಾಮಾಜಿಕ ಭದ್ರತೆ ಮತ್ತು ಕ್ಷೇಮಾಭಿವೃದ್ಧಿ ಮಂಡಳಿಯಿಂದ ಕಾರ್ಮಿಕರಿಗೆ ಸ್ಮಾರ್ಟ್ ಕಾರ್ಡ್ ನೀಡುವಂತೆ ಶಾಸಕ ಕೊಡ್ಗಿ ಸರಕಾರಕ್ಕೆ ಮನವಿ ಮಾಡಿದರು. ಬೆಂಗಳೂರಿನ ಕಾರ್ಮಿಕ ಇಲಾಖೆಯ ಪ್ರಧಾನ ಕಾರ್ಯದರ್ಶಿ ಸಲ್ಮಾ ಕೆ. ಫಹಿಮ್ ಅವರನ್ನು ಭೇಟಿ ಮಾಡಿ ಉಡುಪಿ ಜಿಲ್ಲೆಯ ತಮ್ಮ ಕಾರ್ಯಕ್ರಮದ ಮುಖಾಂತರ ಸ್ಮಾರ್ಟ್ ಕಾರ್ಡ್ ವಿತರಿಸಲಾಗಿದ್ದು, ಆ ದಿನ ಕೆಲವು ಕಾರ್ಮಿಕರಿಗೆ ಮಾತ್ರ ಸ್ಮಾರ್ಟ್ ಕಾರ್ಡ್ ಗಳು ದೊರೆತಿವೆ. ಬಾಕಿ ಉಳಿದ ಕಾರ್ಮಿಕರಿಗೆ ಶೀಘ್ರವೇ ಸ್ಮಾರ್ಟ್ ಕಾರ್ಡ್ ದೊರೆಯುವಂತೆ ಕ್ರಮ ಕೈಗೊಳ್ಳಬೇಕು ಎಂದು ಆಗ್ರಹಿಸಿದರು. [1105,210,1535,382]
masthead [1173,40,1536,154]
